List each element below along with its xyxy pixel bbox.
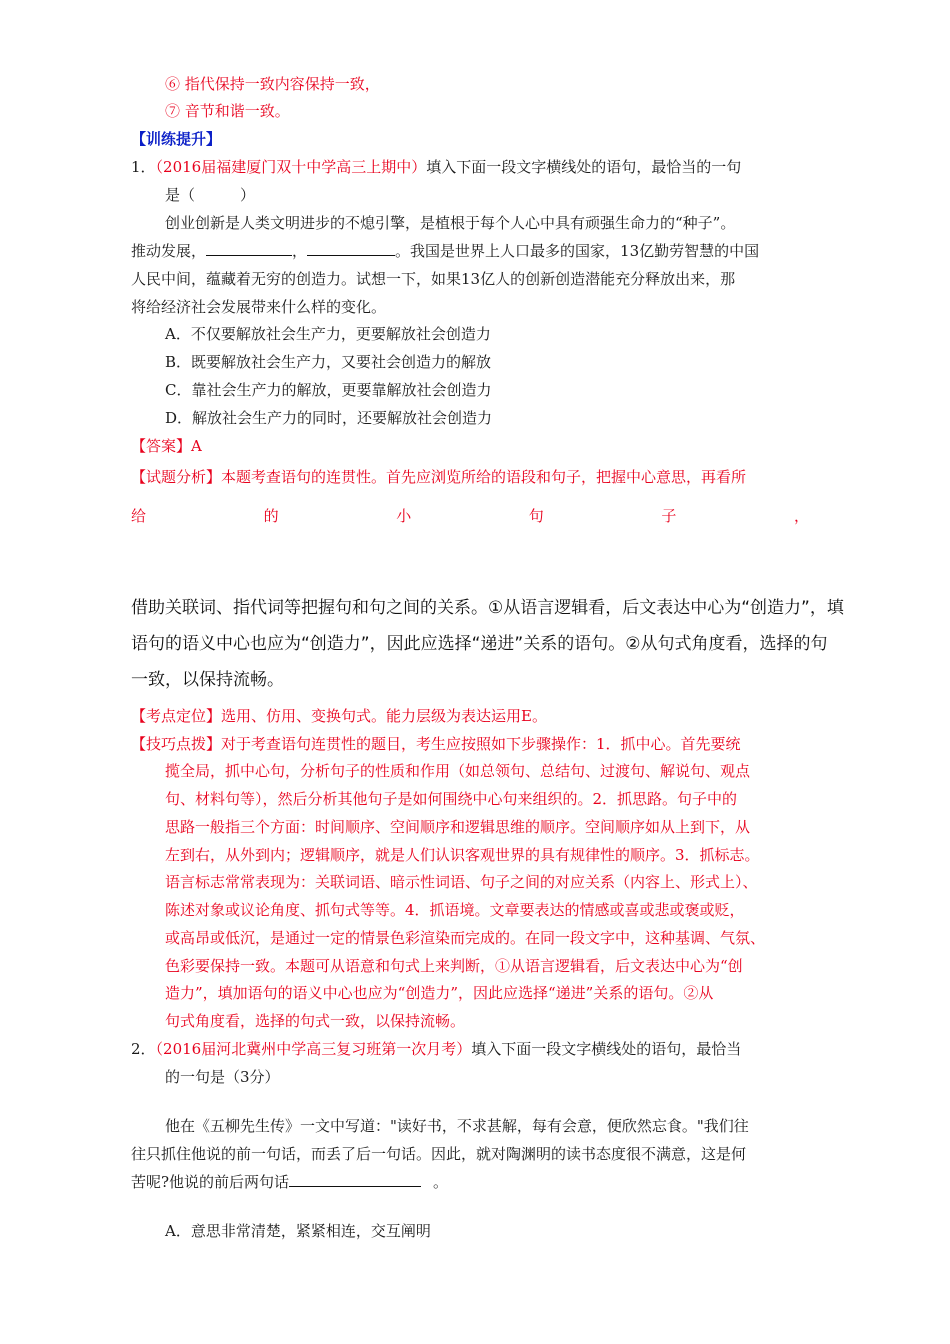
- analysis-continued-line: 借助关联词、指代词等把握句和句之间的关系。①从语言逻辑看，后文表达中心为“创造力”，填: [131, 598, 844, 618]
- jiqiao-line: 造力”，填加语句的语义中心也应为“创造力”，因此应选择“递进”关系的语句。②从: [165, 984, 714, 1002]
- jiqiao-line: 句式角度看，选择的句式一致，以保持流畅。: [165, 1012, 466, 1030]
- passage-line: 创业创新是人类文明进步的不熄引擎，是植根于每个人心中具有顽强生命力的“种子”。: [165, 214, 736, 232]
- analysis-spread-line: [131, 506, 809, 526]
- question-1-stem: [131, 157, 741, 177]
- passage-line: 他在《五柳先生传》一文中写道："读好书，不求甚解，每有会意，便欣然忘食。"我们往: [165, 1117, 749, 1135]
- section-heading: 【训练提升】: [131, 130, 222, 148]
- question-source: （2016届河北冀州中学高三复习班第一次月考）: [155, 1040, 472, 1058]
- question-prompt: 填入下面一段文字横线处的语句，最恰当的一句: [426, 158, 742, 176]
- passage-line: 人民中间，蕴藏着无穷的创造力。试想一下，如果13亿人的创新创造潜能充分释放出来，那: [131, 270, 736, 288]
- spread-char: ，: [793, 507, 809, 525]
- question-prompt-continued: 的一句是（3分）: [165, 1068, 280, 1086]
- answer-label: 【答案】A: [131, 437, 202, 455]
- analysis-continued-line: 一致，以保持流畅。: [131, 670, 284, 690]
- spread-char: 小: [396, 507, 412, 525]
- passage-text: ，: [292, 242, 308, 260]
- jiqiao-line: 左到右，从外到内；逻辑顺序，就是人们认识客观世界的具有规律性的顺序。3．抓标志。: [165, 846, 760, 864]
- option-d: D．解放社会生产力的同时，还要解放社会创造力: [165, 409, 493, 427]
- spread-char: 子: [661, 507, 677, 525]
- jiqiao-line: 【技巧点拨】对于考查语句连贯性的题目，考生应按照如下步骤操作：1．抓中心。首先要统: [131, 735, 741, 753]
- passage-text: 苦呢?他说的前后两句话: [131, 1173, 290, 1191]
- question-number: 1．: [131, 158, 156, 176]
- question-number: 2．: [131, 1040, 156, 1058]
- passage-line: 将给经济社会发展带来什么样的变化。: [131, 298, 387, 316]
- spread-char: 句: [528, 507, 544, 525]
- question-2-stem: [131, 1039, 741, 1059]
- passage-text: 。我国是世界上人口最多的国家，13亿勤劳智慧的中国: [395, 242, 760, 260]
- analysis-continued-line: 语句的语义中心也应为“创造力”，因此应选择“递进”关系的语句。②从句式角度看，选择的句: [131, 634, 828, 654]
- option-b: B．既要解放社会生产力，又要社会创造力的解放: [165, 353, 492, 371]
- answer-blank: [289, 1172, 421, 1187]
- answer-blank: [307, 241, 395, 256]
- passage-line-with-blanks: [131, 241, 759, 261]
- option-c: C．靠社会生产力的解放，更要靠解放社会创造力: [165, 381, 492, 399]
- analysis-line: 【试题分析】本题考查语句的连贯性。首先应浏览所给的语段和句子，把握中心意思，再看所: [131, 468, 747, 486]
- jiqiao-line: 或高昂或低沉，是通过一定的情景色彩渲染而完成的。在同一段文字中，这种基调、气氛、: [165, 929, 766, 947]
- jiqiao-line: 揽全局，抓中心句，分析句子的性质和作用（如总领句、总结句、过渡句、解说句、观点: [165, 762, 751, 780]
- intro-item-6: ⑥ 指代保持一致内容保持一致，: [165, 75, 380, 93]
- question-prompt: 填入下面一段文字横线处的语句，最恰当: [471, 1040, 742, 1058]
- jiqiao-line: 色彩要保持一致。本题可从语意和句式上来判断，①从语言逻辑看，后文表达中心为“创: [165, 957, 743, 975]
- jiqiao-line: 思路一般指三个方面：时间顺序、空间顺序和逻辑思维的顺序。空间顺序如从上到下，从: [165, 818, 751, 836]
- intro-item-7: ⑦ 音节和谐一致。: [165, 102, 290, 120]
- kaodian-line: 【考点定位】选用、仿用、变换句式。能力层级为表达运用E。: [131, 707, 547, 725]
- question-source: （2016届福建厦门双十中学高三上期中）: [155, 158, 427, 176]
- spread-char: 的: [263, 507, 279, 525]
- answer-blank: [206, 241, 292, 256]
- spread-char: 给: [131, 507, 147, 525]
- option-a: A．意思非常清楚，紧紧相连，交互阐明: [165, 1222, 431, 1240]
- passage-text: 推动发展，: [131, 242, 207, 260]
- question-prompt-continued: 是（ ）: [165, 186, 256, 204]
- jiqiao-line: 陈述对象或议论角度、抓句式等等。4．抓语境。文章要表达的情感或喜或悲或褒或贬，: [165, 901, 745, 919]
- option-a: A．不仅要解放社会生产力，更要解放社会创造力: [165, 325, 491, 343]
- passage-line: 往只抓住他说的前一句话，而丢了后一句话。因此，就对陶渊明的读书态度很不满意，这是何: [131, 1145, 747, 1163]
- passage-line-with-blank: [131, 1172, 448, 1192]
- jiqiao-line: 句、材料句等），然后分析其他句子是如何围绕中心句来组织的。2．抓思路。句子中的: [165, 790, 738, 808]
- passage-text: 。: [433, 1173, 449, 1191]
- jiqiao-line: 语言标志常常表现为：关联词语、暗示性词语、句子之间的对应关系（内容上、形式上）、: [165, 873, 758, 891]
